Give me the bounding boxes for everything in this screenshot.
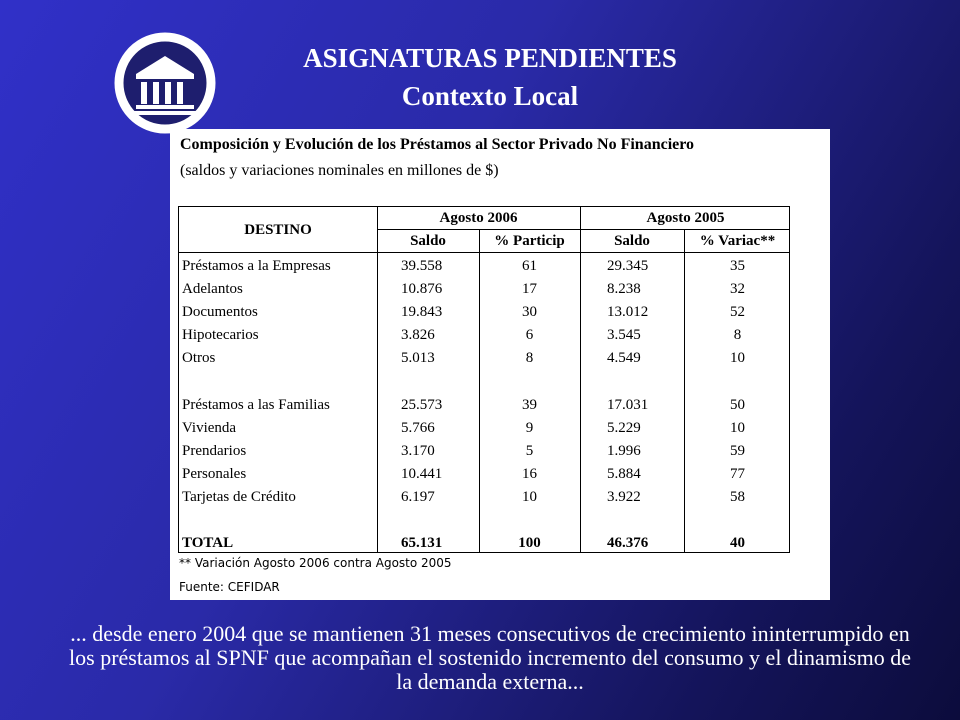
cell-saldo-2005: 8.238 bbox=[607, 281, 641, 297]
total-saldo-2006: 65.131 bbox=[401, 535, 443, 551]
cell-saldo-2006: 39.558 bbox=[401, 258, 443, 274]
row-label: Hipotecarios bbox=[182, 327, 259, 343]
total-variac: 40 bbox=[730, 535, 745, 551]
bank-building-icon bbox=[112, 30, 218, 136]
header-saldo-2005: Saldo bbox=[614, 233, 650, 249]
cell-particip: 30 bbox=[522, 304, 537, 320]
cell-saldo-2005: 29.345 bbox=[607, 258, 649, 274]
footnote-source: Fuente: CEFIDAR bbox=[179, 580, 280, 594]
commentary-text: ... desde enero 2004 que se mantienen 31 meses consecutivos de crecimiento ininterrumpido en los préstamos al SPNF que acompañan el sostenido incremento del consumo y el dinamismo de la demanda externa... bbox=[69, 621, 911, 694]
cell-saldo-2006: 6.197 bbox=[401, 489, 435, 505]
cell-variac: 59 bbox=[730, 443, 745, 459]
cell-variac: 77 bbox=[730, 466, 745, 482]
cell-saldo-2006: 10.441 bbox=[401, 466, 443, 482]
cell-particip: 6 bbox=[525, 327, 534, 343]
row-label: Otros bbox=[182, 350, 216, 366]
cell-particip: 9 bbox=[525, 420, 534, 436]
cell-particip: 10 bbox=[522, 489, 537, 505]
cell-variac: 10 bbox=[730, 420, 745, 436]
total-label: TOTAL bbox=[182, 535, 234, 551]
cell-particip: 39 bbox=[522, 397, 537, 413]
row-label: Personales bbox=[182, 466, 247, 482]
cell-variac: 10 bbox=[730, 350, 745, 366]
cell-saldo-2005: 4.549 bbox=[607, 350, 641, 366]
total-saldo-2005: 46.376 bbox=[607, 535, 649, 551]
cell-particip: 61 bbox=[522, 258, 537, 274]
cell-particip: 17 bbox=[522, 281, 537, 297]
header-saldo-2006: Saldo bbox=[410, 233, 446, 249]
cell-saldo-2006: 25.573 bbox=[401, 397, 443, 413]
cell-saldo-2006: 3.170 bbox=[401, 443, 435, 459]
cell-particip: 16 bbox=[522, 466, 537, 482]
header-particip: % Particip bbox=[494, 233, 565, 249]
cell-saldo-2005: 17.031 bbox=[607, 397, 649, 413]
footnote-variacion: ** Variación Agosto 2006 contra Agosto 2005 bbox=[179, 556, 452, 570]
cell-saldo-2005: 5.229 bbox=[607, 420, 641, 436]
row-label: Tarjetas de Crédito bbox=[182, 489, 296, 505]
total-particip: 100 bbox=[518, 535, 541, 551]
header-agosto-2005: Agosto 2005 bbox=[646, 210, 725, 226]
cell-saldo-2005: 3.545 bbox=[607, 327, 641, 343]
cell-saldo-2006: 5.013 bbox=[401, 350, 435, 366]
row-label: Préstamos a la Empresas bbox=[182, 258, 331, 274]
cell-variac: 8 bbox=[733, 327, 742, 343]
page-title: ASIGNATURAS PENDIENTES bbox=[303, 43, 677, 73]
table-title: Composición y Evolución de los Préstamos al Sector Privado No Financiero bbox=[180, 136, 695, 153]
cell-saldo-2005: 5.884 bbox=[607, 466, 641, 482]
row-label: Vivienda bbox=[182, 420, 237, 436]
row-label: Documentos bbox=[182, 304, 258, 320]
cell-saldo-2005: 1.996 bbox=[607, 443, 641, 459]
header-agosto-2006: Agosto 2006 bbox=[439, 210, 518, 226]
header-destino: DESTINO bbox=[244, 222, 312, 238]
cell-variac: 32 bbox=[730, 281, 745, 297]
cell-variac: 58 bbox=[730, 489, 745, 505]
row-label: Préstamos a las Familias bbox=[182, 397, 330, 413]
cell-variac: 35 bbox=[730, 258, 745, 274]
cell-saldo-2006: 10.876 bbox=[401, 281, 443, 297]
cell-particip: 5 bbox=[525, 443, 534, 459]
cell-variac: 50 bbox=[730, 397, 745, 413]
header-variac: % Variac** bbox=[699, 233, 776, 249]
row-label: Prendarios bbox=[182, 443, 247, 459]
cell-saldo-2006: 19.843 bbox=[401, 304, 443, 320]
row-label: Adelantos bbox=[182, 281, 243, 297]
loans-table bbox=[178, 206, 790, 553]
cell-saldo-2005: 3.922 bbox=[607, 489, 641, 505]
cell-saldo-2006: 3.826 bbox=[401, 327, 435, 343]
page-subtitle: Contexto Local bbox=[401, 81, 579, 111]
cell-saldo-2006: 5.766 bbox=[401, 420, 435, 436]
table-subtitle: (saldos y variaciones nominales en millones de $) bbox=[180, 162, 499, 179]
loans-table-panel bbox=[170, 129, 830, 600]
cell-variac: 52 bbox=[730, 304, 745, 320]
cell-particip: 8 bbox=[525, 350, 534, 366]
cell-saldo-2005: 13.012 bbox=[607, 304, 649, 320]
